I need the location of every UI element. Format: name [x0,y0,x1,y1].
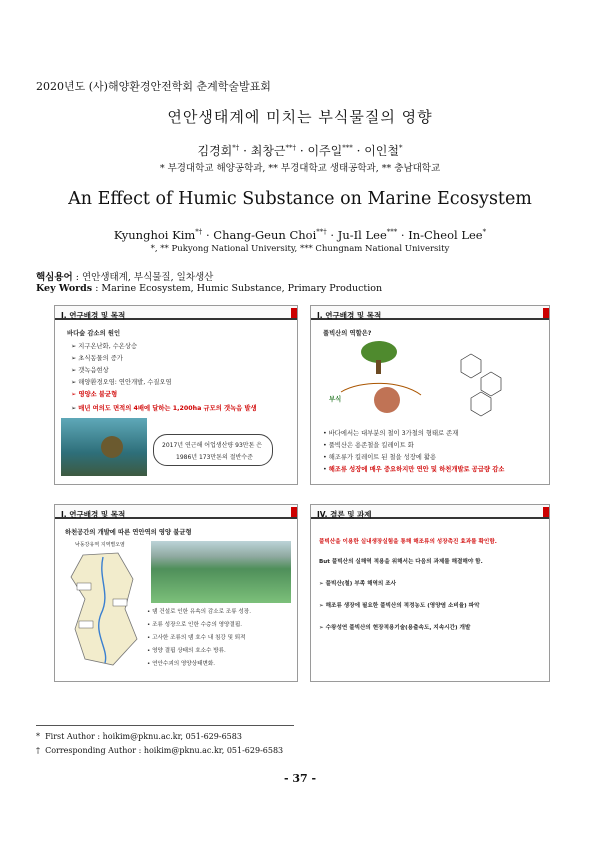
header-accent-bar [291,507,297,517]
slide-background-3 [54,504,298,682]
slide-background-2 [310,305,550,485]
river-basin-map [63,549,143,669]
task-2: ➢ 해조류 생장에 필요한 풀빅산의 적정농도 (영양염 소비율) 파악 [319,603,480,609]
bullet-1: ➢ 지구온난화, 수온상승 [71,343,138,350]
task-3: ➢ 수왕성연 풀빅산의 현장적용기술(용출속도, 지속시간) 개발 [319,625,471,631]
keywords-en-text: : Marine Ecosystem, Humic Substance, Primary Production [95,283,383,294]
sea-urchin-icon [101,436,123,458]
author-kr-3: 이주일 [307,144,343,158]
slide-header: I. 연구배경 및 목적 [55,505,297,519]
map-title: 낙동강유역 지역별오염 [75,542,125,548]
tree-trunk-icon [376,360,381,374]
author-en-4: In-Cheol Lee [408,228,483,242]
keywords-kr-label: 핵심용어 [36,272,73,283]
slide-header: IV. 결론 및 과제 [311,505,549,519]
bullet-1: • 바다에서는 대부분의 철이 3가철의 형태로 존재 [323,430,459,437]
bullet-3: • 고사한 조류의 댐 호수 내 침강 및 퇴적 [147,635,246,641]
keywords-kr-text: : 연안생태계, 부식물질, 일차생산 [75,272,214,283]
callout-line-1: 2017년 연근해 어업생산량 93만톤 은 [162,442,263,449]
task-1: ➢ 풀빅산(철) 부족 해역의 조사 [319,581,397,587]
authors-english: Kyunghoi Kim*† · Chang-Geun Choi**† · Ju-Il Lee*** · In-Cheol Lee* [113,228,487,242]
keywords-english [36,283,382,294]
bullet-5: ➢ 영양소 불균형 [71,391,118,398]
author-kr-2: 최창근 [250,144,286,158]
page-number: - 37 - [283,772,317,785]
header-accent-bar [543,308,549,318]
footnote-corresponding-author: † Corresponding Author : hoikim@pknu.ac.kr, 051-629-6583 [36,746,284,755]
header-accent-bar [543,507,549,517]
bullet-3: • 해조류가 킬레이트 된 철을 성장에 활용 [323,454,437,461]
slide-heading: 바다숲 감소의 원인 [67,330,121,337]
conclusion-line-2: But 풀빅산의 실해역 적용을 위해서는 다음의 과제를 해결해야 함. [319,559,483,565]
callout-box [153,434,273,466]
slide-background-1 [54,305,298,485]
tree-canopy-icon [361,341,397,363]
affiliation-english: *, ** Pukyong National University, *** Chungnam National University [150,244,450,254]
bullet-2: • 풀빅산은 용존철을 킬레이트 화 [323,442,414,449]
bullet-2: • 조류 성장으로 인한 수층의 영양결핍. [147,622,243,628]
title-korean: 연안생태계에 미치는 부식물질의 영향 [167,108,433,126]
slide-background-4 [310,504,550,682]
slide-heading: 풀빅산의 역할은? [323,330,372,337]
bullet-2: ➢ 초식동물의 증가 [71,355,123,362]
slide-header: I. 연구배경 및 목적 [55,306,297,320]
callout-line-2: 1986년 173만톤의 절반수준 [176,454,253,461]
keywords-en-label: Key Words [36,283,93,294]
author-en-1: Kyunghoi Kim [113,228,196,242]
slide-heading: 하천공간의 개발에 따른 연안역의 영양 불균형 [65,529,192,536]
bullet-4: ➢ 해양환경오염: 연안개발, 수질오염 [71,379,172,386]
humic-blob-icon [374,387,400,413]
bullet-3: ➢ 갯녹음현상 [71,367,109,374]
slide-note: ➢ 매년 여의도 면적의 4배에 달하는 1,200ha 규모의 갯녹음 발생 [71,405,257,412]
slide-header: I. 연구배경 및 목적 [311,306,549,320]
underwater-photo [61,418,147,476]
molecule-structure-icon [461,354,501,416]
bullet-1: • 댐 건설로 인한 유속의 감소로 조류 성장. [147,609,251,615]
humic-diagram [321,340,541,422]
footnote-first-author: * First Author : hoikim@pknu.ac.kr, 051-629-6583 [36,732,242,741]
algae-bloom-photo [151,541,291,603]
bullet-4: • 해조류 성장에 매우 중요하지만 연안 및 하천개발로 공급량 감소 [323,466,505,473]
author-en-3: Ju-Il Lee [337,228,387,242]
author-kr-1: 김경회 [197,144,233,158]
bullet-5: • 연안수괴의 영양상태변화. [147,661,216,667]
bullet-4: • 영양 결핍 상태의 호소수 방류. [147,648,226,654]
title-english: An Effect of Humic Substance on Marine Ecosystem [68,189,532,209]
conference-name: 2020년도 (사)해양환경안전학회 춘계학술발표회 [36,80,271,93]
header-accent-bar [291,308,297,318]
affiliation-korean: * 부경대학교 해양공학과, ** 부경대학교 생태공학과, ** 충남대학교 [159,163,441,174]
keywords-korean [36,269,213,283]
footnote-divider [36,725,294,726]
conclusion-line-1: 풀빅산을 이용한 실내생장실험을 통해 해조류의 성장촉진 효과를 확인함. [319,539,497,545]
author-en-2: Chang-Geun Choi [213,228,317,242]
diagram-label: 부식 [329,396,342,403]
authors-korean: 김경회*† · 최창근**† · 이주일*** · 이인철* [197,144,403,158]
author-kr-4: 이인철 [364,144,399,158]
